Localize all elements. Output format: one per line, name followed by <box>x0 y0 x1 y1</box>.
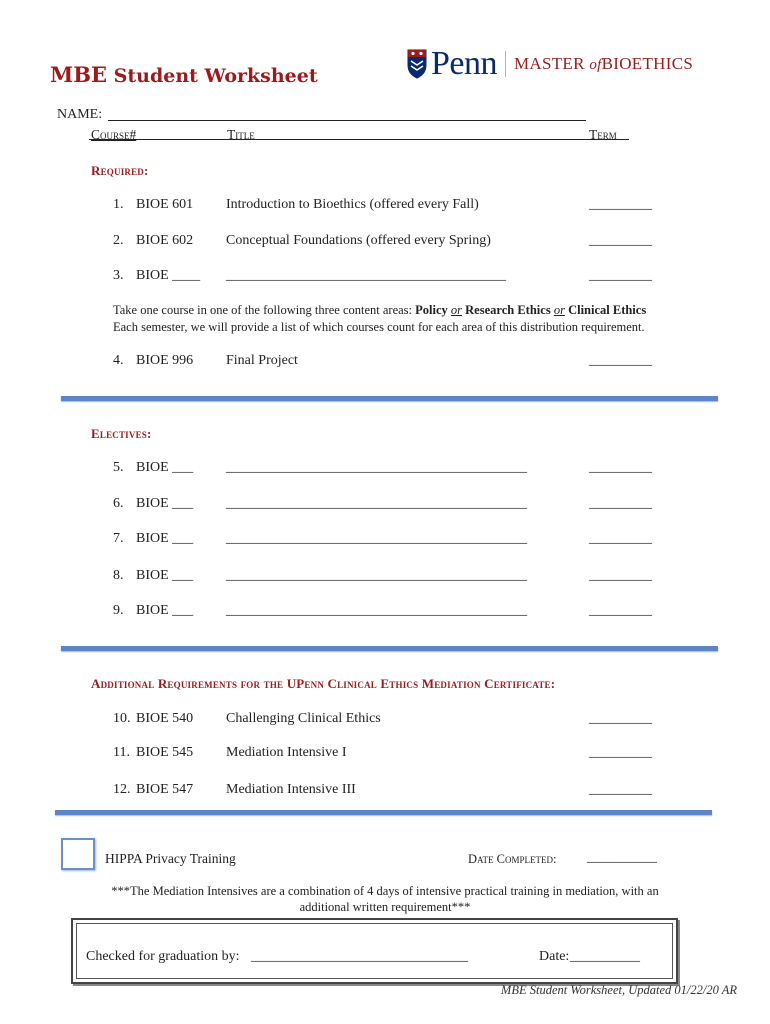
course-number-field[interactable]: BIOE ___ <box>136 496 194 511</box>
distribution-note: Take one course in one of the following three content areas: Policy or Research Ethics or Clinical Ethics <box>113 303 647 317</box>
row-number: 8. <box>113 568 124 583</box>
electives-heading: Electives: <box>91 426 152 441</box>
course-title-field[interactable]: ___________________________________________ <box>226 460 527 475</box>
row-number: 3. <box>113 268 124 283</box>
course-number-field[interactable]: BIOE ____ <box>136 268 201 283</box>
section-divider <box>55 810 712 815</box>
course-title: Mediation Intensive III <box>226 782 356 797</box>
additional-heading: Additional Requirements for the UPenn Clinical Ethics Mediation Certificate: <box>91 676 556 691</box>
course-title-field[interactable]: ___________________________________________ <box>226 603 527 618</box>
term-field[interactable]: _________ <box>589 496 652 511</box>
row-number: 12. <box>113 782 131 797</box>
term-field[interactable]: _________ <box>589 782 652 797</box>
course-title: Conceptual Foundations (offered every Spring) <box>226 233 491 248</box>
term-field[interactable]: _________ <box>589 353 652 368</box>
course-number: BIOE 602 <box>136 233 194 248</box>
section-divider <box>61 646 718 651</box>
course-number: BIOE 545 <box>136 745 194 760</box>
mediation-note-2: additional written requirement*** <box>299 900 471 914</box>
row-number: 6. <box>113 496 124 511</box>
course-title: Final Project <box>226 353 298 368</box>
row-number: 10. <box>113 711 131 726</box>
logo-divider <box>505 51 506 77</box>
column-title: Title <box>227 127 255 142</box>
name-field[interactable] <box>108 106 586 121</box>
footer-note: MBE Student Worksheet, Updated 01/22/20 AR <box>500 983 737 997</box>
required-heading: Required: <box>91 163 149 178</box>
row-number: 4. <box>113 353 124 368</box>
term-field[interactable]: _________ <box>589 568 652 583</box>
row-number: 2. <box>113 233 124 248</box>
column-term: Term <box>589 127 617 142</box>
course-title-field[interactable]: ___________________________________________ <box>226 531 527 546</box>
graduation-box <box>71 918 678 984</box>
row-number: 7. <box>113 531 124 546</box>
distribution-note-2: Each semester, we will provide a list of which courses count for each area of this distribution requirement. <box>113 320 645 334</box>
term-field[interactable]: _________ <box>589 603 652 618</box>
course-title-field[interactable]: ________________________________________ <box>226 268 506 283</box>
grad-date-label: Date: <box>539 949 570 964</box>
date-completed-label: Date Completed: <box>468 852 557 866</box>
course-title-field[interactable]: ___________________________________________ <box>226 496 527 511</box>
term-field[interactable]: _________ <box>589 745 652 760</box>
term-field[interactable]: _________ <box>589 233 652 248</box>
grad-date-field[interactable]: __________ <box>570 949 640 964</box>
hippa-checkbox[interactable] <box>61 838 95 870</box>
course-number-field[interactable]: BIOE ___ <box>136 531 194 546</box>
section-divider <box>61 396 718 401</box>
course-title-field[interactable]: ___________________________________________ <box>226 568 527 583</box>
row-number: 11. <box>113 745 130 760</box>
course-number: BIOE 996 <box>136 353 194 368</box>
penn-logo <box>407 46 693 82</box>
course-title: Mediation Intensive I <box>226 745 347 760</box>
row-number: 9. <box>113 603 124 618</box>
course-number: BIOE 601 <box>136 197 194 212</box>
date-completed-field[interactable]: __________ <box>587 850 657 865</box>
course-title: Introduction to Bioethics (offered every Fall) <box>226 197 479 212</box>
checked-by-field[interactable]: _______________________________ <box>251 949 468 964</box>
row-number: 5. <box>113 460 124 475</box>
checked-by-label: Checked for graduation by: <box>86 949 240 964</box>
term-field[interactable]: _________ <box>589 711 652 726</box>
course-number-field[interactable]: BIOE ___ <box>136 568 194 583</box>
course-number-field[interactable]: BIOE ___ <box>136 603 194 618</box>
term-field[interactable]: _________ <box>589 460 652 475</box>
row-number: 1. <box>113 197 124 212</box>
penn-wordmark: Penn <box>431 45 497 82</box>
page-title <box>50 62 318 87</box>
term-field[interactable]: _________ <box>589 197 652 212</box>
course-number: BIOE 540 <box>136 711 194 726</box>
course-number: BIOE 547 <box>136 782 194 797</box>
penn-shield-icon <box>407 49 427 79</box>
course-number-field[interactable]: BIOE ___ <box>136 460 194 475</box>
term-field[interactable]: _________ <box>589 268 652 283</box>
mediation-note: ***The Mediation Intensives are a combination of 4 days of intensive practical training in mediation, with an <box>111 884 659 898</box>
column-header-underline <box>89 126 629 140</box>
title-rest: Student Worksheet <box>113 65 318 87</box>
program-name: MASTER ofBIOETHICS <box>514 54 694 73</box>
term-field[interactable]: _________ <box>589 531 652 546</box>
name-label: NAME: <box>57 107 103 122</box>
column-course: Course# <box>91 127 137 142</box>
hippa-label: HIPPA Privacy Training <box>105 851 236 866</box>
course-title: Challenging Clinical Ethics <box>226 711 381 726</box>
title-prefix: MBE <box>50 62 108 87</box>
